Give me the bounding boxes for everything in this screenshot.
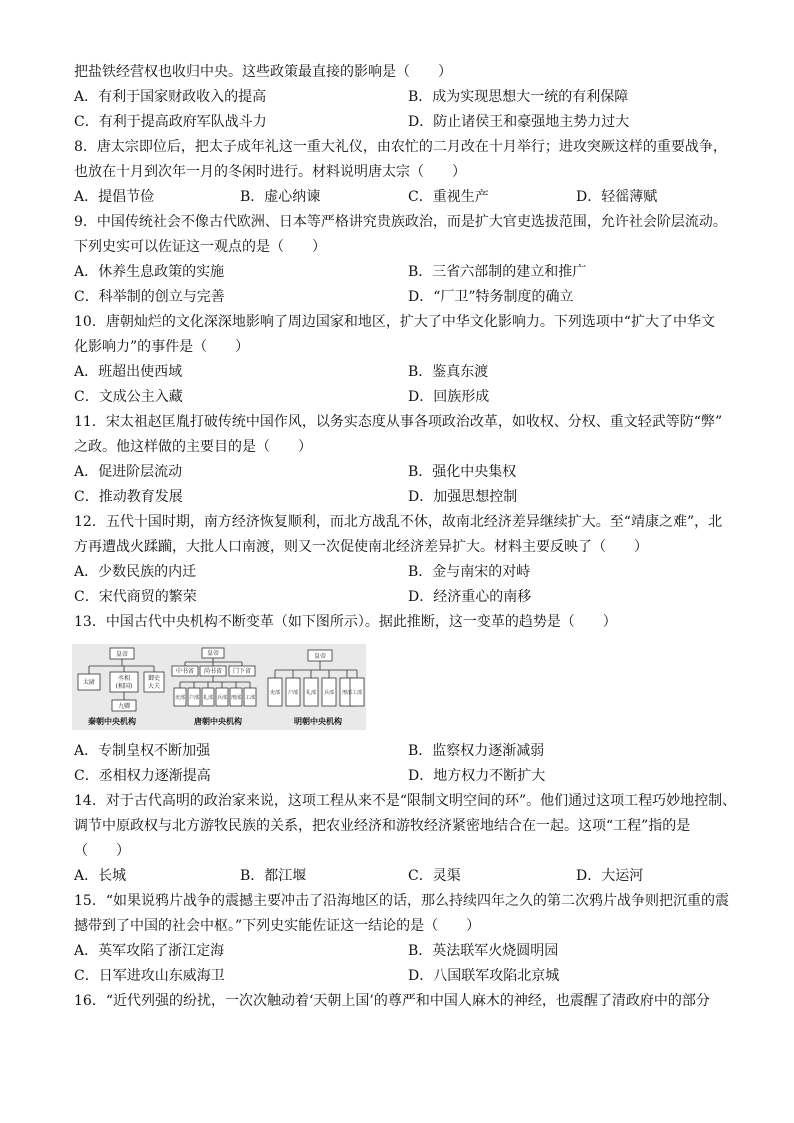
question-7-stem-tail: 把盐铁经营权也收归中央。这些政策最直接的影响是（ ） [74, 64, 452, 80]
qin-taiwei: 太尉 [82, 679, 96, 686]
tang-dept: 工部 [244, 695, 256, 701]
qin-yushi: 御史 [147, 675, 161, 682]
q12-option-a[interactable]: A．少数民族的内迁 [74, 564, 197, 580]
q10-option-a[interactable]: A．班超出使西域 [74, 364, 183, 380]
q9-option-a[interactable]: A．休养生息政策的实施 [74, 264, 225, 280]
ming-dept: 户部 [287, 690, 299, 696]
q8-option-c[interactable]: C．重视生产 [408, 189, 489, 205]
q14-option-a[interactable]: A．长城 [74, 868, 127, 884]
q15-option-b[interactable]: B．英法联军火烧圆明园 [408, 943, 559, 959]
q8-option-b[interactable]: B．虚心纳谏 [240, 189, 321, 205]
q9-option-b[interactable]: B．三省六部制的建立和推广 [408, 264, 587, 280]
question-15-stem-2: 撼带到了中国的社会中枢。”下列史实能佐证这一结论的是（ ） [74, 918, 481, 934]
tang-dept: 刑部 [230, 695, 242, 701]
tang-dept: 户部 [188, 695, 200, 701]
q14-option-d[interactable]: D．大运河 [576, 868, 644, 884]
question-9-stem-2: 下列史实可以佐证这一观点的是（ ） [74, 239, 326, 255]
tang-dept: 兵部 [216, 695, 228, 701]
qin-chengxiang: 丞相 [117, 675, 131, 682]
tang-zhongshu: 中书省 [175, 668, 195, 675]
question-12-stem-2: 方再遭战火蹂躏，大批人口南渡，则又一次促使南北经济差异扩大。材料主要反映了（ ） [74, 539, 648, 555]
qin-caption: 秦朝中央机构 [88, 717, 136, 726]
q7-option-c[interactable]: C．有利于提高政府军队战斗力 [74, 114, 267, 130]
tang-dept: 礼部 [202, 695, 214, 701]
question-15-stem: 15．“如果说鸦片战争的震撼主要冲击了沿海地区的话，那么持续四年之久的第二次鸦片战争则把沉重的震 [74, 893, 729, 909]
question-8-stem: 8．唐太宗即位后，把太子成年礼这一重大礼仪，由农忙的二月改在十月举行；进攻突厥这样的重要战争， [74, 139, 727, 155]
q10-option-b[interactable]: B．鉴真东渡 [408, 364, 489, 380]
ming-dept: 刑部 [341, 690, 353, 696]
q8-option-d[interactable]: D．轻徭薄赋 [576, 189, 658, 205]
qin-yushi-dafu: 大夫 [147, 683, 161, 690]
q13-option-a[interactable]: A．专制皇权不断加强 [74, 743, 211, 759]
q13-option-c[interactable]: C．丞相权力逐渐提高 [74, 768, 211, 784]
question-14-stem-2: 调节中原政权与北方游牧民族的关系，把农业经济和游牧经济紧密地结合在一起。这项“工程”指的是 [74, 818, 691, 834]
q11-option-d[interactable]: D．加强思想控制 [408, 489, 518, 505]
central-institutions-figure [72, 644, 366, 730]
ming-dept: 工部 [351, 690, 363, 696]
question-11-stem-2: 之政。他这样做的主要目的是（ ） [74, 439, 312, 455]
q13-option-d[interactable]: D．地方权力不断扩大 [408, 768, 546, 784]
q10-option-c[interactable]: C．文成公主入藏 [74, 389, 183, 405]
question-13-stem: 13．中国古代中央机构不断变革（如下图所示）。据此推断，这一变革的趋势是（ ） [74, 614, 617, 630]
question-12-stem: 12．五代十国时期，南方经济恢复顺利，而北方战乱不休，故南北经济差异继续扩大。至“靖康之难”，北 [74, 514, 723, 530]
ming-dept: 吏部 [269, 690, 281, 696]
q10-option-d[interactable]: D．回族形成 [408, 389, 490, 405]
q15-option-a[interactable]: A．英军攻陷了浙江定海 [74, 943, 225, 959]
tang-dept: 吏部 [174, 695, 186, 701]
ming-dept: 兵部 [323, 690, 335, 696]
q11-option-c[interactable]: C．推动教育发展 [74, 489, 183, 505]
tang-caption: 唐朝中央机构 [194, 717, 242, 726]
question-11-stem: 11．宋太祖赵匡胤打破传统中国作风，以务实态度从事各项政治改革，如收权、分权、重文轻武等防“弊” [74, 414, 723, 430]
question-10-stem: 10．唐朝灿烂的文化深深地影响了周边国家和地区，扩大了中华文化影响力。下列选项中“扩大了中华文 [74, 314, 715, 330]
ming-emperor: 皇帝 [313, 653, 327, 660]
question-10-stem-2: 化影响力”的事件是（ ） [74, 339, 250, 355]
q15-option-d[interactable]: D．八国联军攻陷北京城 [408, 968, 560, 984]
tang-menxia: 门下省 [232, 668, 252, 675]
q13-option-b[interactable]: B．监察权力逐渐减弱 [408, 743, 545, 759]
q8-option-a[interactable]: A．提倡节俭 [74, 189, 155, 205]
qin-chengxiang-alt: (相国) [115, 683, 133, 690]
question-14-stem-3: （ ） [74, 843, 130, 859]
q14-option-b[interactable]: B．都江堰 [240, 868, 307, 884]
q15-option-c[interactable]: C．日军进攻山东威海卫 [74, 968, 225, 984]
question-14-stem: 14．对于古代高明的政治家来说，这项工程从来不是“限制文明空间的环”。他们通过这项工程巧妙地控制、 [74, 793, 737, 809]
q7-option-d[interactable]: D．防止诸侯王和豪强地主势力过大 [408, 114, 630, 130]
q12-option-b[interactable]: B．金与南宋的对峙 [408, 564, 531, 580]
q11-option-b[interactable]: B．强化中央集权 [408, 464, 517, 480]
q12-option-d[interactable]: D．经济重心的南移 [408, 589, 532, 605]
tang-emperor: 皇帝 [206, 650, 220, 657]
tang-shangshu: 尚书省 [203, 668, 223, 675]
question-9-stem: 9．中国传统社会不像古代欧洲、日本等严格讲究贵族政治，而是扩大官吏选拔范围，允许社会阶层流动。 [74, 214, 727, 230]
q9-option-d[interactable]: D．“厂卫”特务制度的确立 [408, 289, 574, 305]
qin-jiuqing: 九卿 [117, 703, 131, 710]
ming-caption: 明朝中央机构 [294, 717, 342, 726]
q14-option-c[interactable]: C．灵渠 [408, 868, 461, 884]
q9-option-c[interactable]: C．科举制的创立与完善 [74, 289, 225, 305]
question-16-stem: 16．“近代列强的纷扰，一次次触动着‘天朝上国’的尊严和中国人麻木的神经，也震醒了清政府中的部分 [74, 993, 710, 1009]
q12-option-c[interactable]: C．宋代商贸的繁荣 [74, 589, 197, 605]
q7-option-a[interactable]: A．有利于国家财政收入的提高 [74, 89, 267, 105]
q7-option-b[interactable]: B．成为实现思想大一统的有利保障 [408, 89, 629, 105]
qin-emperor: 皇帝 [115, 651, 129, 658]
q11-option-a[interactable]: A．促进阶层流动 [74, 464, 183, 480]
question-8-stem-2: 也放在十月到次年一月的冬闲时进行。材料说明唐太宗（ ） [74, 164, 466, 180]
ming-dept: 礼部 [305, 690, 317, 696]
